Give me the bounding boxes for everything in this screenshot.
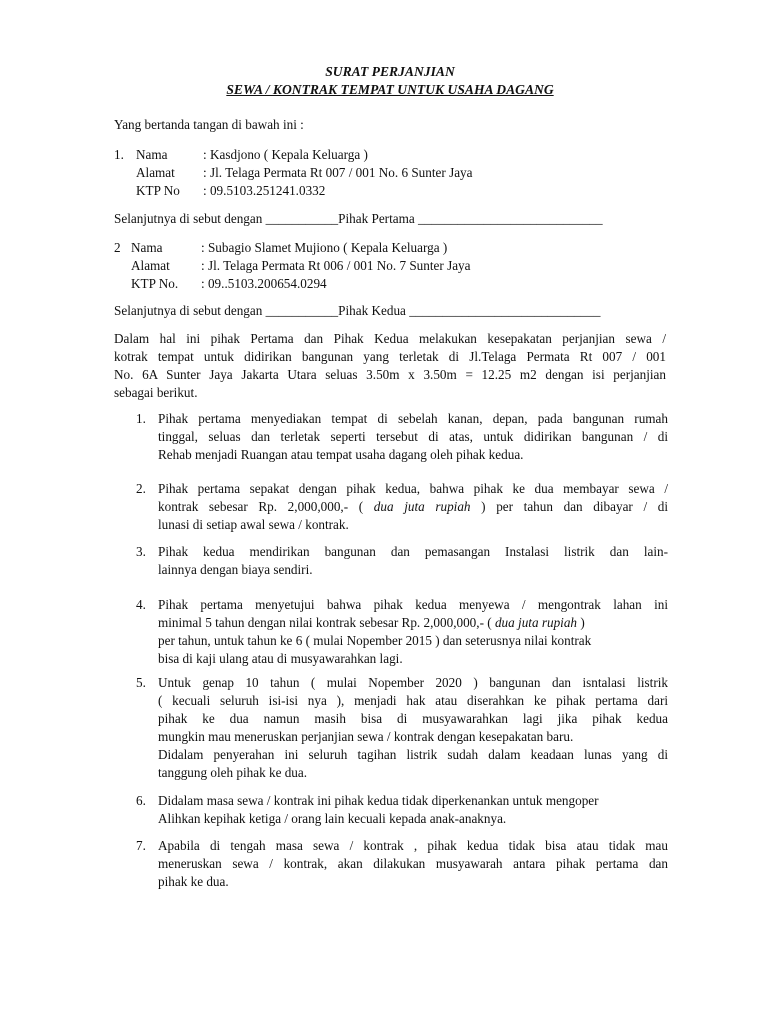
party-two-number: 2 bbox=[114, 240, 121, 255]
party-one-ktp-value: : 09.5103.251241.0332 bbox=[203, 183, 326, 198]
list-item: 4. Pihak pertama menyetujui bahwa pihak kedua menyewa / mengontrak lahan ini minimal 5 tahun dengan nilai kontrak sebesar Rp. 2,000,000,- ( dua juta rupiah ) per tahun, untuk tahun ke 6 ( mulai Nopember 2015 ) dan seterusnya nilai kontrak bisa di kaji ulang atau di musyawarahkan lagi. bbox=[136, 597, 668, 666]
document-title: SURAT PERJANJIAN bbox=[325, 64, 455, 79]
party-two-designation: Selanjutnya di sebut dengan ___________Pihak Kedua _____________________________ bbox=[114, 303, 601, 318]
list-item-number: 7. bbox=[136, 838, 146, 853]
list-item: 7. Apabila di tengah masa sewa / kontrak , pihak kedua tidak bisa atau tidak mau meneruskan sewa / kontrak, akan dilakukan musyawarah antara pihak pertama dan pihak ke dua. bbox=[136, 838, 668, 889]
party-two-name-value: : Subagio Slamet Mujiono ( Kepala Keluarga ) bbox=[201, 240, 448, 255]
agreement-paragraph: Dalam hal ini pihak Pertama dan Pihak Kedua melakukan kesepakatan perjanjian sewa / kotrak tempat untuk didirikan bangunan yang terletak di Jl.Telaga Permata Rt 007 / 001 No. 6A Sunter Jaya Jakarta Utara seluas 3.50m x 3.50m = 12.25 m2 dengan isi perjanjian sebagai berikut. bbox=[114, 331, 666, 400]
party-two-ktp-label: KTP No. bbox=[131, 276, 179, 291]
list-item-number: 1. bbox=[136, 411, 146, 426]
party-one-address-label: Alamat bbox=[136, 165, 175, 180]
intro-text: Yang bertanda tangan di bawah ini : bbox=[114, 117, 304, 132]
list-item-number: 5. bbox=[136, 675, 146, 690]
amount-in-words: dua juta rupiah bbox=[491, 615, 581, 630]
party-one-number: 1. bbox=[114, 147, 124, 162]
list-item: 3. Pihak kedua mendirikan bangunan dan pemasangan Instalasi listrik dan lain- lainnya dengan biaya sendiri. bbox=[136, 544, 668, 577]
party-two-address-label: Alamat bbox=[131, 258, 170, 273]
party-two-ktp-value: : 09..5103.200654.0294 bbox=[201, 276, 327, 291]
list-item-number: 3. bbox=[136, 544, 146, 559]
amount-in-words: dua juta rupiah bbox=[363, 499, 482, 514]
list-item-number: 2. bbox=[136, 481, 146, 496]
list-item-number: 6. bbox=[136, 793, 146, 808]
list-item: 1. Pihak pertama menyediakan tempat di sebelah kanan, depan, pada bangunan rumah tinggal, seluas dan terletak seperti tersebut di atas, untuk didirikan bangunan / di Rehab menjadi Ruangan atau tempat usaha dagang oleh pihak kedua. bbox=[136, 411, 668, 462]
document-subtitle: SEWA / KONTRAK TEMPAT UNTUK USAHA DAGANG bbox=[226, 82, 554, 97]
party-one-ktp-label: KTP No bbox=[136, 183, 180, 198]
party-one-name-value: : Kasdjono ( Kepala Keluarga ) bbox=[203, 147, 368, 162]
party-two-name-label: Nama bbox=[131, 240, 163, 255]
list-item-number: 4. bbox=[136, 597, 146, 612]
list-item: 6. Didalam masa sewa / kontrak ini pihak kedua tidak diperkenankan untuk mengoper Alihkan kepihak ketiga / orang lain kecuali kepada anak-anaknya. bbox=[136, 793, 599, 826]
list-item: 2. Pihak pertama sepakat dengan pihak kedua, bahwa pihak ke dua membayar sewa / kontrak sebesar Rp. 2,000,000,- ( dua juta rupiah ) per tahun dan dibayar / di lunasi di setiap awal sewa / kontrak. bbox=[136, 481, 669, 532]
list-item: 5. Untuk genap 10 tahun ( mulai Nopember 2020 ) bangunan dan isntalasi listrik ( kecuali seluruh isi-isi nya ), menjadi hak atau diserahkan ke pihak pertama dari pihak ke dua namun masih bisa di musyawarahkan lagi jika pihak kedua mungkin mau meneruskan perjanjian sewa / kontrak dengan kesepakatan baru. Didalam penyerahan ini seluruh tagihan listrik sudah dalam keadaan lunas yang di tanggung oleh pihak ke dua. bbox=[136, 675, 668, 780]
party-one-designation: Selanjutnya di sebut dengan ___________Pihak Pertama ____________________________ bbox=[114, 211, 603, 226]
party-one-name-label: Nama bbox=[136, 147, 168, 162]
party-one-address-value: : Jl. Telaga Permata Rt 007 / 001 No. 6 Sunter Jaya bbox=[203, 165, 473, 180]
party-two-address-value: : Jl. Telaga Permata Rt 006 / 001 No. 7 Sunter Jaya bbox=[201, 258, 471, 273]
